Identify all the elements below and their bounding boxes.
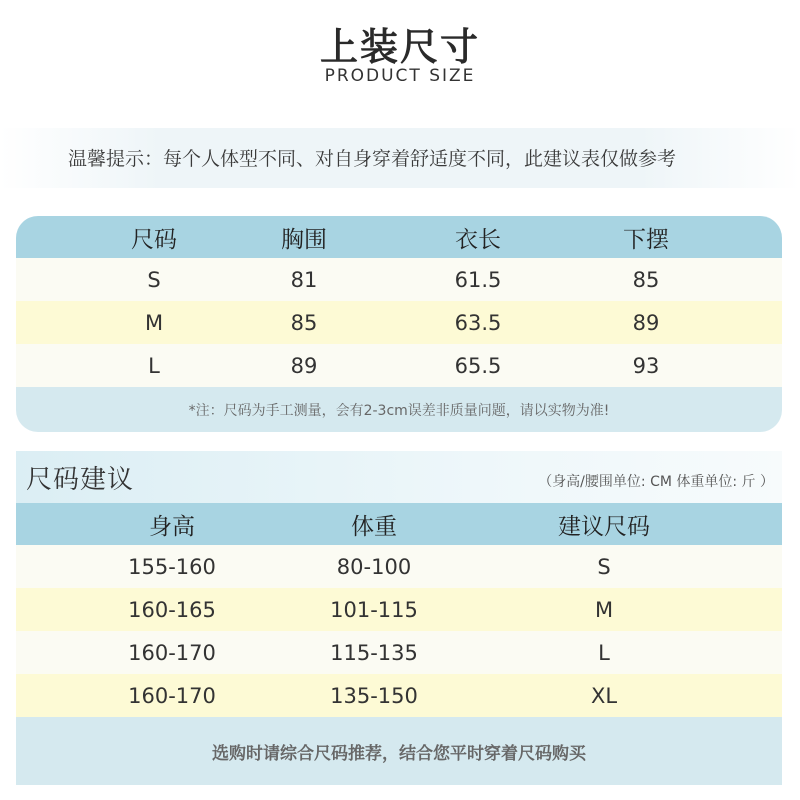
table-cell: 63.5 xyxy=(454,310,502,335)
size-table-footer xyxy=(16,387,782,432)
table-cell: S xyxy=(597,554,611,579)
recommendation-title: 尺码建议 xyxy=(26,465,135,495)
table-cell: 61.5 xyxy=(454,267,502,292)
page-title: 上装尺寸 xyxy=(319,25,480,69)
table-cell: 80-100 xyxy=(336,554,412,579)
column-header: 身高 xyxy=(149,513,195,540)
table-cell: M xyxy=(594,597,614,622)
size-table-header xyxy=(16,216,782,258)
table-cell: 160-170 xyxy=(128,640,216,665)
unit-note: （身高/腰围单位: CM 体重单位: 斤 ） xyxy=(538,474,774,490)
table-row xyxy=(16,588,782,631)
table-row xyxy=(16,545,782,588)
table-row xyxy=(16,674,782,717)
table-cell: 160-165 xyxy=(128,597,216,622)
table-cell: 85 xyxy=(290,310,318,335)
table-cell: 155-160 xyxy=(128,554,216,579)
table-cell: 93 xyxy=(632,353,660,378)
table-cell: 89 xyxy=(632,310,660,335)
table-cell: 115-135 xyxy=(330,640,418,665)
table-row xyxy=(16,344,782,387)
recommendation-table-header xyxy=(16,503,782,545)
table-cell: L xyxy=(598,640,610,665)
table-row xyxy=(16,631,782,674)
recommendation-table xyxy=(16,503,782,785)
column-header: 建议尺码 xyxy=(558,513,650,540)
recommendation-footer: 选购时请综合尺码推荐，结合您平时穿着尺码购买 xyxy=(16,717,782,785)
measurement-note: *注：尺码为手工测量，会有2-3cm误差非质量问题，请以实物为准! xyxy=(188,402,610,419)
table-cell: 89 xyxy=(290,353,318,378)
table-cell: 160-170 xyxy=(128,683,216,708)
column-header: 下摆 xyxy=(623,226,669,253)
recommendation-header xyxy=(16,451,782,503)
table-cell: 85 xyxy=(632,267,660,292)
table-row xyxy=(16,301,782,344)
column-header: 衣长 xyxy=(455,226,501,253)
table-cell: 135-150 xyxy=(330,683,418,708)
table-cell: 81 xyxy=(290,267,318,292)
page-subtitle: PRODUCT SIZE xyxy=(324,66,476,86)
table-row xyxy=(16,258,782,301)
table-cell: S xyxy=(147,267,161,292)
table-cell: XL xyxy=(590,683,618,708)
table-cell: L xyxy=(148,353,160,378)
column-header: 胸围 xyxy=(281,226,327,253)
tip-text: 温馨提示：每个人体型不同、对自身穿着舒适度不同，此建议表仅做参考 xyxy=(68,148,677,170)
column-header: 尺码 xyxy=(131,226,177,253)
table-cell: 65.5 xyxy=(454,353,502,378)
size-table xyxy=(16,216,782,432)
table-cell: M xyxy=(144,310,164,335)
column-header: 体重 xyxy=(351,513,397,540)
table-cell: 101-115 xyxy=(330,597,418,622)
